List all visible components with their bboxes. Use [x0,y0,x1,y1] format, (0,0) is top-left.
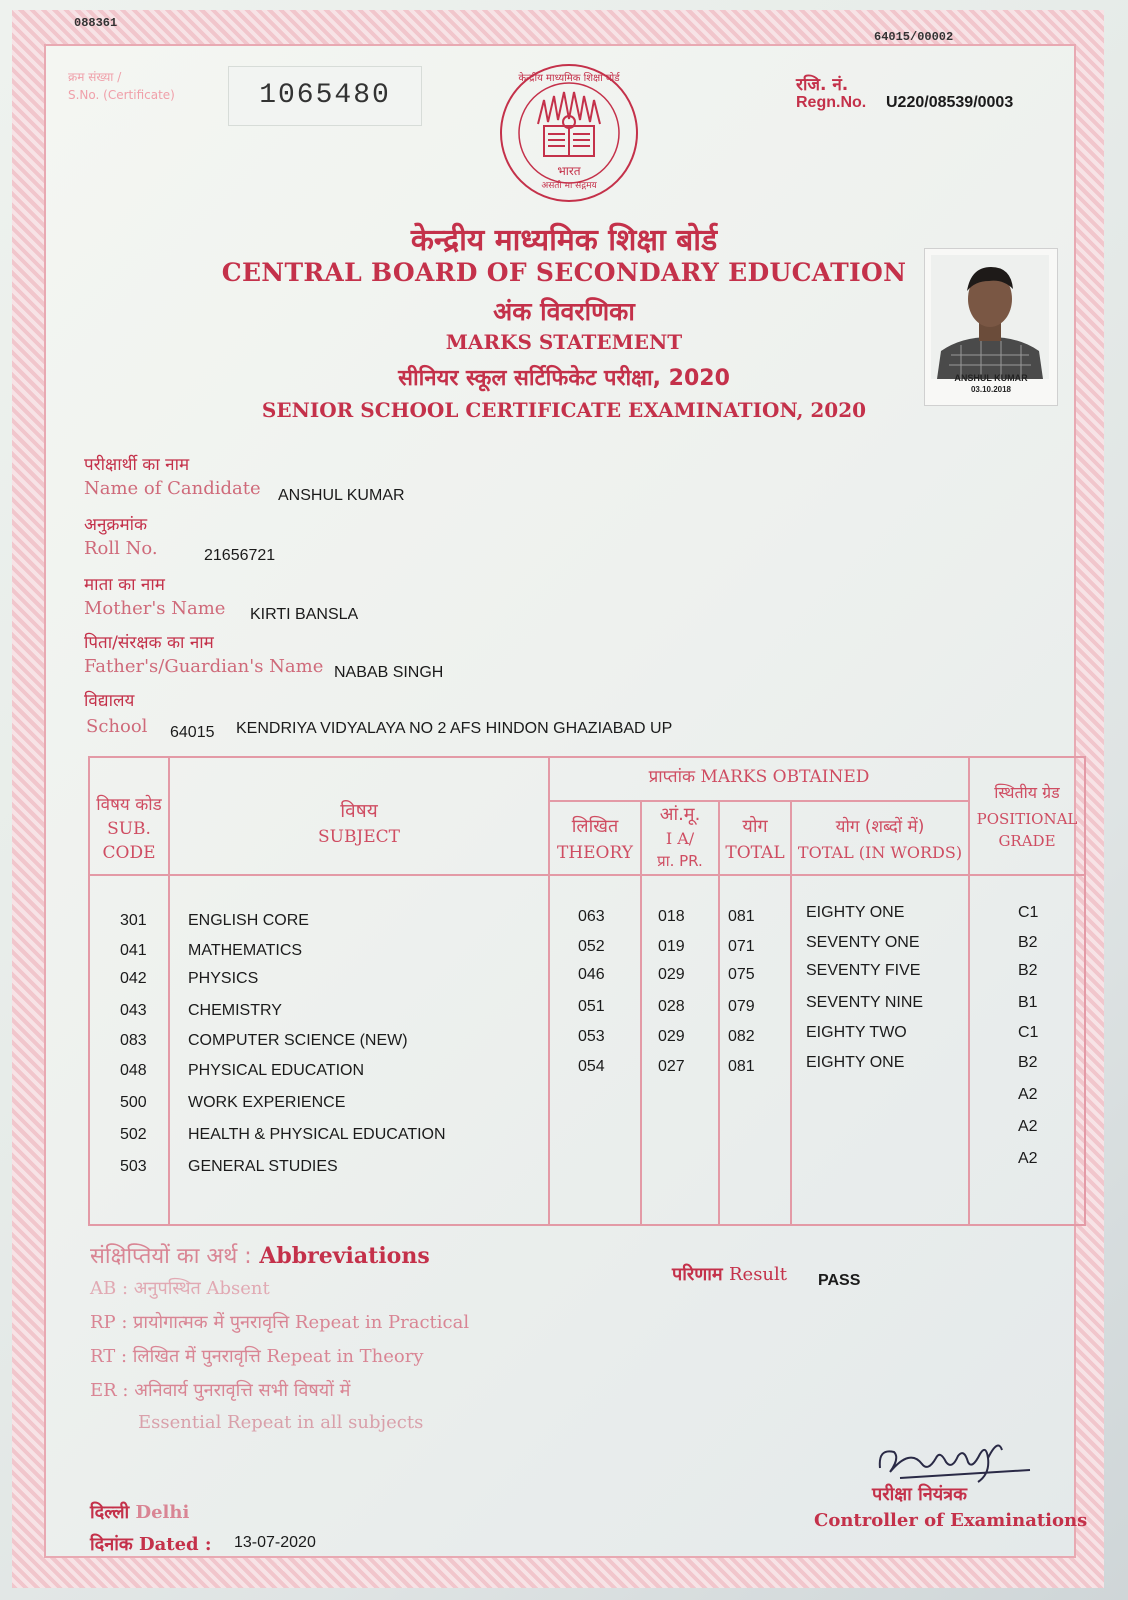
statement-title-en: MARKS STATEMENT [445,330,683,354]
date-value: 13-07-2020 [234,1534,316,1551]
row-subject: HEALTH & PHYSICAL EDUCATION [188,1126,446,1143]
col-total-hi: योग [742,816,768,837]
marks-en: MARKS OBTAINED [700,767,870,787]
row-ia: 029 [658,1028,685,1045]
cbse-seal [498,62,640,204]
row-code: 048 [120,1062,147,1079]
cert-no-label-en: S.No. (Certificate) [68,88,175,102]
regn-label-hi: रजि. नं. [796,75,849,95]
col-ia-en2: प्रा. PR. [657,852,703,870]
roll-number-value: 21656721 [204,547,276,564]
row-subject: COMPUTER SCIENCE (NEW) [188,1032,408,1049]
row-theory: 054 [578,1058,605,1075]
row-code: 041 [120,942,147,959]
cert-no-label [68,68,175,104]
row-grade: A2 [1018,1150,1038,1167]
row-subject: CHEMISTRY [188,1002,282,1019]
result-value: PASS [818,1272,861,1289]
row-subject: WORK EXPERIENCE [188,1094,346,1111]
col-theory-hi: लिखित [571,816,619,837]
col-subject-en: SUBJECT [317,827,401,847]
row-ia: 018 [658,908,685,925]
date-en: Dated : [138,1534,212,1555]
father-label-hi: पिता/संरक्षक का नाम [84,633,214,653]
abbr-rt: RT : लिखित में पुनरावृत्ति Repeat in Theory [90,1346,424,1367]
exam-title-en: SENIOR SCHOOL CERTIFICATE EXAMINATION, 2020 [261,398,867,422]
exam-title-hi: सीनियर स्कूल सर्टिफिकेट परीक्षा, 2020 [398,366,730,391]
row-subject: GENERAL STUDIES [188,1158,338,1175]
regn-number: U220/08539/0003 [886,94,1014,111]
abbr-rp: RP : प्रायोगात्मक में पुनरावृत्ति Repeat in Practical [90,1312,470,1333]
row-total: 081 [728,908,755,925]
row-ia: 027 [658,1058,685,1075]
seal-bottom: भारत [557,164,581,178]
row-grade: B2 [1018,934,1038,951]
marks-hi: प्राप्तांक [648,767,696,787]
row-theory: 052 [578,938,605,955]
row-code: 042 [120,970,147,987]
abbr-er-en: Essential Repeat in all subjects [138,1412,424,1433]
row-grade: A2 [1018,1118,1038,1135]
row-code: 043 [120,1002,147,1019]
col-grade-en1: POSITIONAL [976,810,1078,828]
date-hi: दिनांक [90,1534,133,1555]
cert-no-label-hi: क्रम संख्या / [68,70,122,84]
col-grade-en2: GRADE [998,832,1056,850]
place-hi: दिल्ली [90,1502,130,1523]
father-label-en: Father's/Guardian's Name [84,656,324,677]
row-grade: A2 [1018,1086,1038,1103]
school-label-hi: विद्यालय [84,691,135,711]
row-subject: MATHEMATICS [188,942,303,959]
row-total-words: EIGHTY TWO [806,1024,907,1041]
serial-right: 64015/00002 [874,30,954,44]
father-name-value: NABAB SINGH [334,664,444,681]
row-theory: 053 [578,1028,605,1045]
photo-caption-date: 03.10.2018 [970,385,1012,394]
col-words-en: TOTAL (IN WORDS) [797,843,963,862]
mother-name-value: KIRTI BANSLA [250,606,359,623]
roll-label-hi: अनुक्रमांक [84,515,148,535]
row-total-words: EIGHTY ONE [806,904,905,921]
row-code: 503 [120,1158,147,1175]
row-code: 502 [120,1126,147,1143]
row-total: 081 [728,1058,755,1075]
candidate-name-label-en: Name of Candidate [84,478,261,499]
col-marks-header [550,766,968,788]
controller-label-hi: परीक्षा नियंत्रक [872,1484,967,1505]
board-title-en: CENTRAL BOARD OF SECONDARY EDUCATION [221,258,907,287]
controller-label-en: Controller of Examinations [814,1510,1088,1531]
candidate-photo [924,248,1058,406]
board-title-hi: केन्द्रीय माध्यमिक शिक्षा बोर्ड [410,223,718,258]
row-total: 082 [728,1028,755,1045]
statement-title-hi: अंक विवरणिका [493,297,635,326]
abbr-title-en: Abbreviations [259,1243,430,1269]
place-label [90,1500,189,1524]
row-code: 500 [120,1094,147,1111]
result-label-hi: परिणाम [672,1264,723,1285]
row-ia: 019 [658,938,685,955]
candidate-name-value: ANSHUL KUMAR [278,487,405,504]
date-label [90,1532,212,1556]
col-code-en1: SUB. [107,819,151,839]
result-label-en: Result [728,1264,788,1285]
row-grade: C1 [1018,904,1039,921]
mother-label-en: Mother's Name [84,598,226,619]
abbr-er: ER : अनिवार्य पुनरावृत्ति सभी विषयों में [90,1380,351,1401]
row-theory: 046 [578,966,605,983]
col-ia-hi: आं.मू. [659,804,701,825]
result-label [672,1262,787,1286]
roll-label-en: Roll No. [84,538,158,559]
candidate-name-label-hi: परीक्षार्थी का नाम [84,455,190,475]
row-total-words: SEVENTY FIVE [806,962,921,979]
row-code: 301 [120,912,147,929]
school-code-value: 64015 [170,724,215,741]
col-code-en2: CODE [102,843,156,863]
row-grade: B2 [1018,1054,1038,1071]
row-total-words: EIGHTY ONE [806,1054,905,1071]
row-total: 071 [728,938,755,955]
seal-motto: असतो मा सद्गमय [541,181,597,191]
col-words-hi: योग (शब्दों में) [835,817,925,837]
row-subject: PHYSICAL EDUCATION [188,1062,365,1079]
col-theory-en: THEORY [556,843,633,863]
place-en: Delhi [135,1502,190,1523]
col-ia-en: I A/ [665,829,695,848]
row-code: 083 [120,1032,147,1049]
abbr-ab: AB : अनुपस्थित Absent [90,1278,270,1299]
photo-caption-name: ANSHUL KUMAR [954,373,1028,383]
row-theory: 051 [578,998,605,1015]
serial-left: 088361 [74,16,118,30]
certificate-number: 1065480 [228,66,422,126]
row-grade: B1 [1018,994,1038,1011]
col-subject-hi: विषय [340,800,378,822]
col-grade-hi: स्थितीय ग्रेड [994,783,1060,802]
row-total-words: SEVENTY NINE [806,994,924,1011]
school-name-value: KENDRIYA VIDYALAYA NO 2 AFS HINDON GHAZIABAD UP [236,720,673,737]
row-total: 079 [728,998,755,1015]
abbreviations-title [90,1240,430,1270]
row-theory: 063 [578,908,605,925]
school-label-en: School [86,716,148,737]
row-subject: ENGLISH CORE [188,912,309,929]
regn-label-en: Regn.No. [796,94,867,111]
seal-text: केन्द्रीय माध्यमिक शिक्षा बोर्ड [518,73,620,84]
row-subject: PHYSICS [188,970,259,987]
abbr-title-hi: संक्षिप्तियों का अर्थ : [90,1244,252,1269]
candidate-portrait-icon [931,255,1049,379]
col-total-en: TOTAL [725,843,785,863]
mother-label-hi: माता का नाम [84,575,165,595]
row-total-words: SEVENTY ONE [806,934,920,951]
col-code-hi: विषय कोड [96,795,162,815]
row-grade: C1 [1018,1024,1039,1041]
row-ia: 028 [658,998,685,1015]
row-ia: 029 [658,966,685,983]
row-total: 075 [728,966,755,983]
row-grade: B2 [1018,962,1038,979]
